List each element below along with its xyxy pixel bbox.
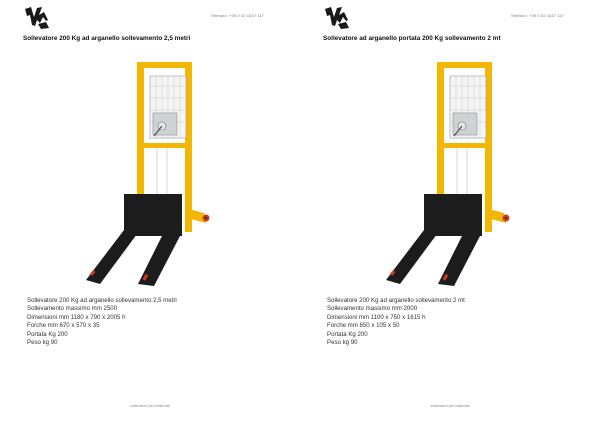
page-footer: sollevatori per materiali	[430, 404, 470, 408]
spec-line: Peso kg 90	[27, 339, 58, 347]
spec-line: Sollevamento massimo mm 2000	[327, 305, 418, 313]
company-logo	[22, 5, 52, 31]
phone-number: Telefono: +39 0 02 1837 117	[510, 13, 564, 18]
product-photo	[82, 58, 212, 288]
spec-line: Portata Kg 200	[27, 330, 68, 338]
product-title: Sollevatore 200 Kg ad arganello sollevamento 2,5 metri	[23, 35, 191, 42]
product-title: Sollevatore ad arganello portata 200 Kg sollevamento 2 mt	[323, 35, 501, 42]
spec-line: Sollevamento massimo mm 2500	[27, 305, 118, 313]
company-logo	[322, 5, 352, 31]
spec-line: Dimensioni mm 1180 x 790 x 2005 h	[27, 313, 126, 321]
spec-line: Forche mm 670 x 570 x 35	[27, 322, 100, 330]
product-photo	[382, 58, 512, 288]
product-specs	[327, 297, 465, 347]
page-footer: sollevatori per materiali	[130, 404, 170, 408]
catalog-page-right	[300, 0, 600, 424]
spec-line: Sollevatore 200 Kg ad arganello sollevamento 2 mt	[327, 297, 465, 304]
product-specs	[27, 297, 177, 347]
spec-line: Peso kg 90	[327, 339, 358, 347]
spec-line: Sollevatore 200 Kg ad arganello sollevamento 2,5 metri	[27, 297, 177, 304]
spec-line: Forche mm 650 x 105 x 50	[327, 322, 400, 330]
spec-line: Portata Kg 200	[327, 330, 368, 338]
spec-line: Dimensioni mm 1100 x 750 x 1615 h	[327, 313, 426, 321]
phone-number: Telefono: +39 0 02 1837 117	[210, 13, 264, 18]
